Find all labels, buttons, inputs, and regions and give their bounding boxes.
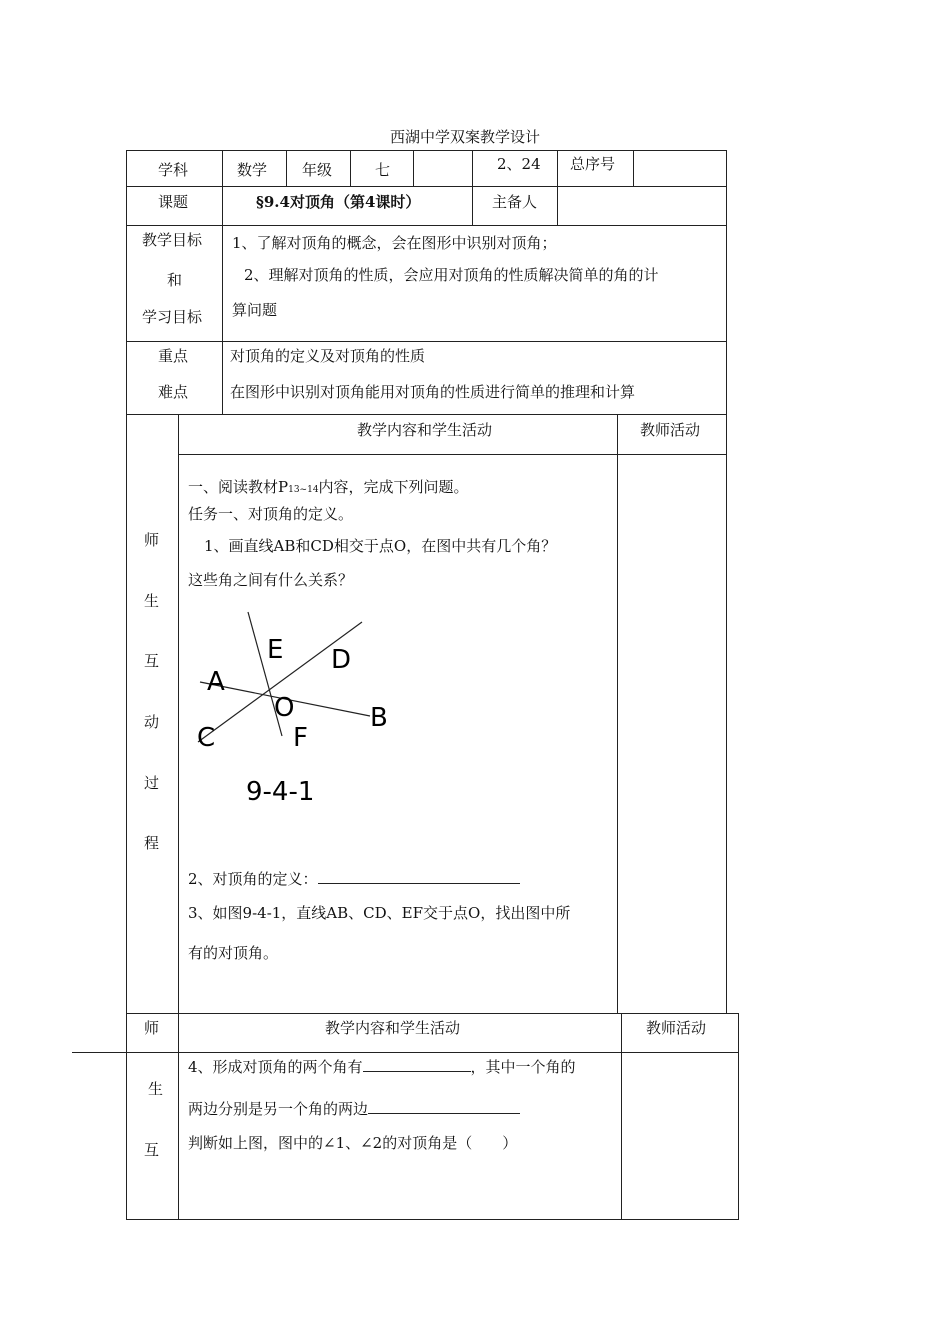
label-d: D bbox=[331, 645, 352, 675]
table-rule bbox=[286, 150, 287, 186]
figure-caption: 9-4-1 bbox=[246, 777, 315, 807]
side-char: 师 bbox=[144, 1019, 160, 1037]
table-rule bbox=[178, 454, 727, 455]
side-char: 程 bbox=[144, 834, 160, 852]
grade-label: 年级 bbox=[302, 161, 333, 179]
answer-blank bbox=[363, 1057, 471, 1072]
question-4-pre: 4、形成对顶角的两个角有 bbox=[188, 1058, 363, 1076]
table-rule bbox=[126, 186, 727, 187]
table-rule bbox=[126, 225, 727, 226]
answer-blank bbox=[368, 1099, 520, 1114]
table-rule bbox=[126, 150, 727, 151]
question-1-cont: 这些角之间有什么关系？ bbox=[188, 571, 354, 589]
key-point-line: 对顶角的定义及对顶角的性质 bbox=[230, 347, 426, 365]
table-rule bbox=[178, 414, 179, 1013]
label-a: A bbox=[207, 667, 225, 697]
teacher-header: 教师活动 bbox=[640, 421, 701, 439]
question-4 bbox=[188, 1057, 576, 1076]
table-rule bbox=[472, 150, 473, 186]
table-rule bbox=[726, 150, 727, 1013]
table-rule bbox=[126, 1013, 127, 1219]
topic-value: §9.4对顶角（第4课时） bbox=[256, 193, 421, 211]
reading-pages: 13~14 bbox=[288, 485, 319, 495]
goals-label: 和 bbox=[167, 271, 183, 289]
table-rule bbox=[126, 150, 127, 1013]
table-rule bbox=[126, 414, 727, 415]
subject-value: 数学 bbox=[237, 161, 268, 179]
side-char: 动 bbox=[144, 713, 160, 731]
question-2 bbox=[188, 869, 520, 888]
intersecting-lines-figure bbox=[188, 600, 418, 820]
document-title: 西湖中学双案教学设计 bbox=[390, 128, 541, 146]
table-rule bbox=[413, 150, 414, 186]
reading-post: 内容，完成下列问题。 bbox=[318, 478, 469, 496]
definition-blank bbox=[318, 869, 520, 884]
side-char: 互 bbox=[144, 1141, 160, 1159]
reading-instruction bbox=[188, 478, 469, 499]
table-rule bbox=[72, 1052, 739, 1053]
key-point-line: 在图形中识别对顶角能用对顶角的性质进行简单的推理和计算 bbox=[230, 383, 636, 401]
question-4-cont-text: 两边分别是另一个角的两边 bbox=[188, 1100, 369, 1118]
serial-label: 总序号 bbox=[570, 155, 616, 173]
table-rule bbox=[178, 1013, 179, 1219]
goal-line: 1、了解对顶角的概念，会在图形中识别对顶角； bbox=[232, 234, 557, 252]
label-o: O bbox=[274, 693, 295, 723]
task-heading: 任务一、对顶角的定义。 bbox=[188, 505, 354, 523]
table-rule bbox=[557, 150, 558, 225]
question-4-cont bbox=[188, 1099, 520, 1118]
side-char: 师 bbox=[144, 531, 160, 549]
question-3-cont: 有的对顶角。 bbox=[188, 944, 279, 962]
table-rule bbox=[621, 1013, 622, 1219]
reading-pre: 一、阅读教材P bbox=[188, 478, 289, 496]
goal-line: 算问题 bbox=[232, 301, 278, 319]
question-4-post: ，其中一个角的 bbox=[470, 1058, 576, 1076]
question-1: 1、画直线AB和CD相交于点O，在图中共有几个角？ bbox=[204, 537, 557, 555]
table-rule bbox=[222, 150, 223, 414]
goals-label: 学习目标 bbox=[142, 308, 203, 326]
content-header: 教学内容和学生活动 bbox=[357, 421, 493, 439]
question-5: 判断如上图，图中的∠1、∠2的对顶角是（ ） bbox=[188, 1134, 518, 1152]
table-rule bbox=[126, 341, 727, 342]
content-header: 教学内容和学生活动 bbox=[325, 1019, 461, 1037]
table-rule bbox=[350, 150, 351, 186]
label-e: E bbox=[267, 635, 284, 665]
side-char: 过 bbox=[144, 774, 160, 792]
subject-label: 学科 bbox=[158, 161, 189, 179]
question-3: 3、如图9-4-1，直线AB、CD、EF交于点O，找出图中所 bbox=[188, 904, 571, 922]
side-char: 互 bbox=[144, 652, 160, 670]
goal-line: 2、理解对顶角的性质，会应用对顶角的性质解决简单的角的计 bbox=[244, 266, 659, 284]
label-b: B bbox=[370, 703, 388, 733]
label-c: C bbox=[197, 723, 216, 753]
preparer-label: 主备人 bbox=[492, 193, 538, 211]
key-points-label: 重点 bbox=[158, 347, 189, 365]
teacher-header: 教师活动 bbox=[646, 1019, 707, 1037]
table-rule bbox=[126, 1219, 739, 1220]
table-rule bbox=[126, 1013, 739, 1014]
date-value: 2、24 bbox=[497, 155, 541, 173]
side-char: 生 bbox=[144, 592, 160, 610]
key-points-label: 难点 bbox=[158, 383, 189, 401]
topic-label: 课题 bbox=[158, 193, 189, 211]
side-char: 生 bbox=[148, 1080, 164, 1098]
label-f: F bbox=[293, 723, 308, 753]
question-2-text: 2、对顶角的定义： bbox=[188, 870, 318, 888]
table-rule bbox=[617, 414, 618, 1013]
grade-value: 七 bbox=[375, 161, 391, 179]
goals-label: 教学目标 bbox=[142, 231, 203, 249]
table-rule bbox=[472, 186, 473, 225]
table-rule bbox=[633, 150, 634, 186]
table-rule bbox=[738, 1013, 739, 1219]
